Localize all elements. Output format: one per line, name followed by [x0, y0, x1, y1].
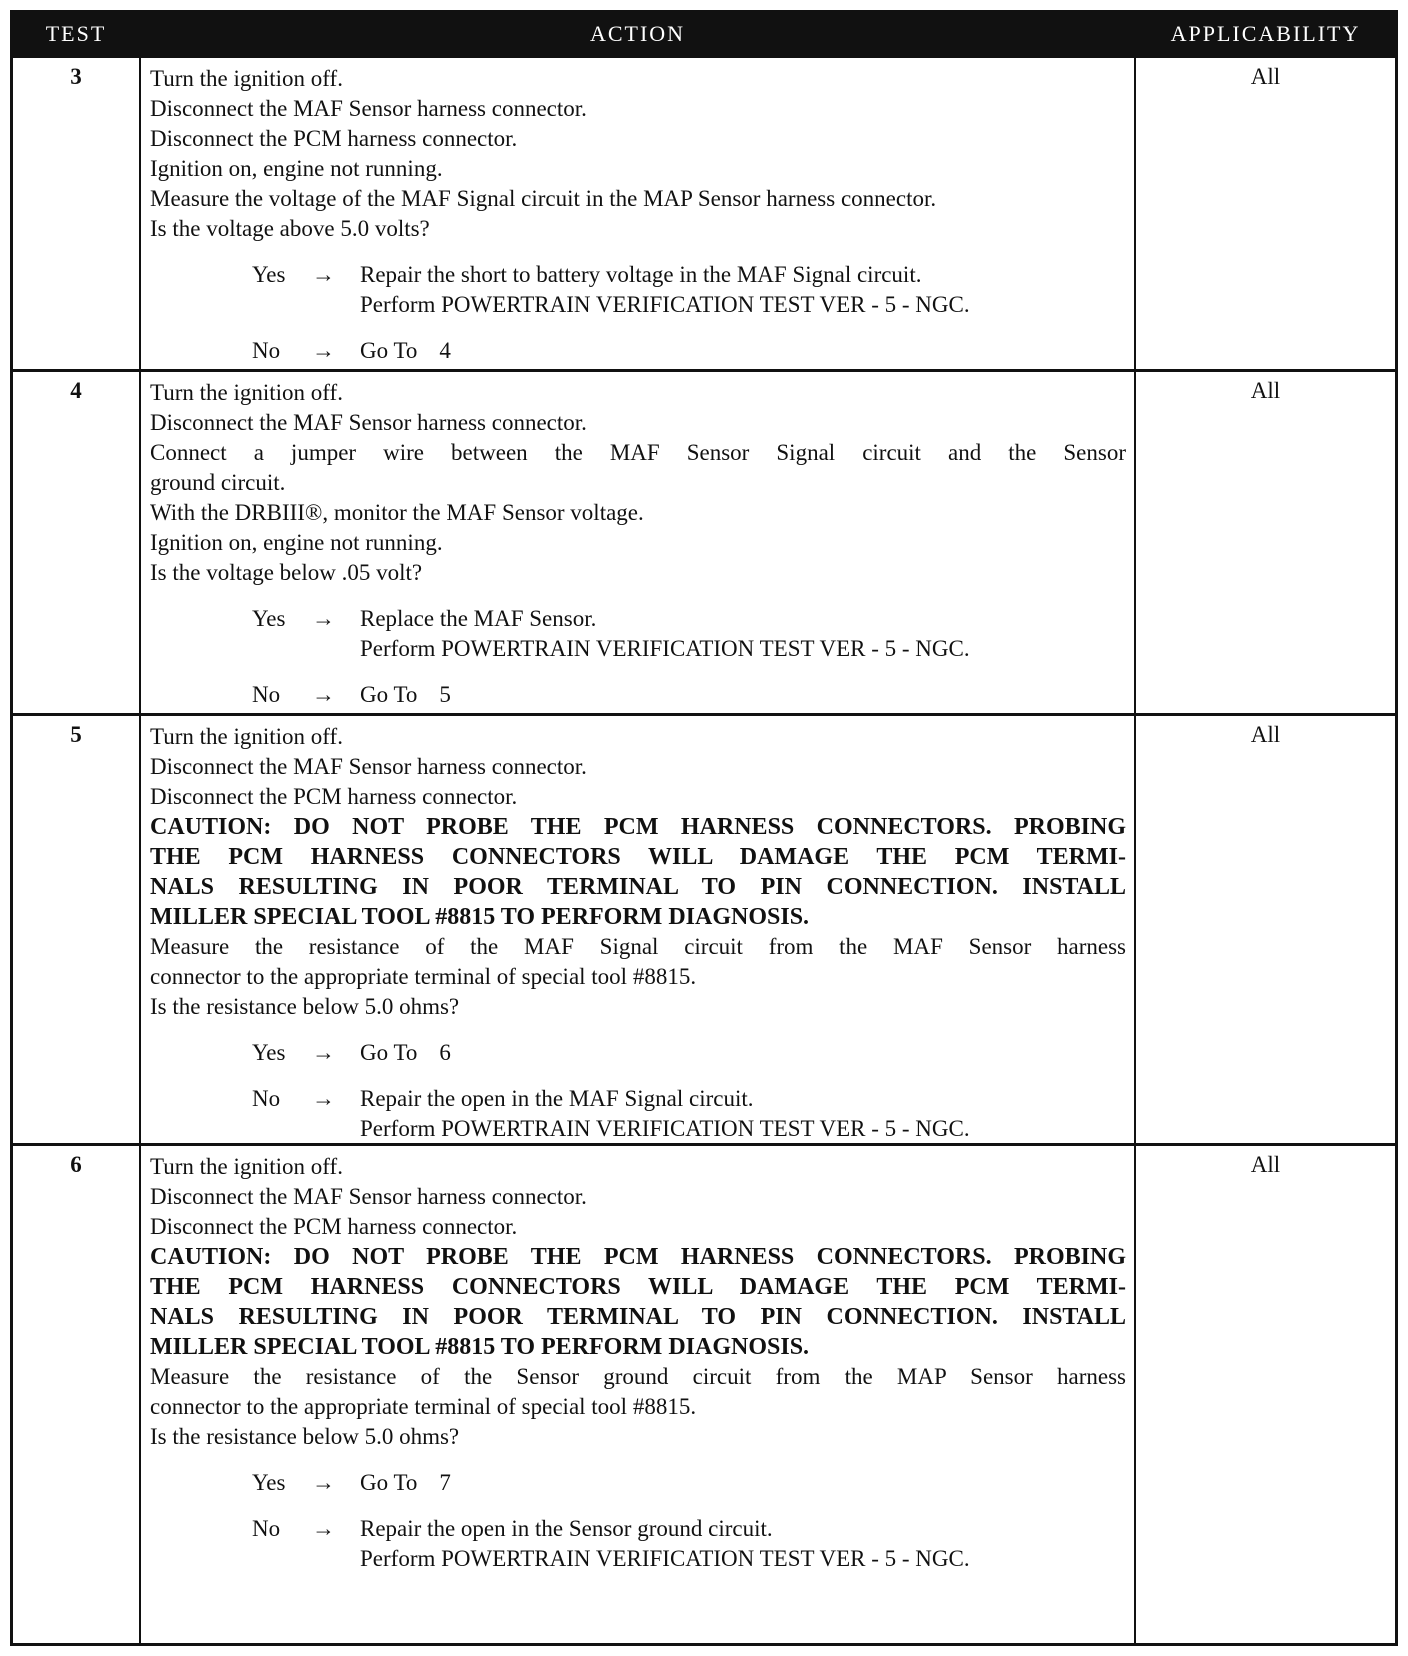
yes-text: Repair the short to battery voltage in the MAF Signal circuit.	[360, 262, 922, 287]
yes-label: Yes	[252, 262, 286, 287]
goto-link[interactable]	[360, 336, 451, 366]
action-cell	[139, 372, 1136, 713]
action-cell	[139, 716, 1136, 1143]
caution-line: MILLER SPECIAL TOOL #8815 TO PERFORM DIAGNOSIS.	[150, 904, 810, 930]
test-number: 4	[70, 378, 82, 403]
no-label: No	[252, 338, 281, 363]
no-label: No	[252, 1086, 281, 1111]
action-cell	[139, 1146, 1136, 1643]
goto-number: 6	[439, 1040, 451, 1065]
applicability-value: All	[1250, 1152, 1281, 1177]
yes-branch	[150, 604, 1126, 664]
action-line: Turn the ignition off.	[150, 1154, 343, 1179]
table-header	[13, 13, 1395, 55]
test-number: 3	[70, 64, 82, 89]
header-test: TEST	[45, 21, 107, 46]
no-label: No	[252, 1516, 281, 1541]
action-line: Disconnect the MAF Sensor harness connector.	[150, 410, 587, 435]
goto-label: Go To	[360, 338, 418, 363]
caution-line: NALS RESULTING IN POOR TERMINAL TO PIN CONNECTION. INSTALL	[150, 874, 1126, 900]
goto-label: Go To	[360, 1470, 418, 1495]
goto-link[interactable]	[360, 1468, 451, 1498]
action-line: connector to the appropriate terminal of special tool #8815.	[150, 1394, 697, 1419]
caution-block	[150, 1242, 1126, 1362]
applicability-value: All	[1250, 378, 1281, 403]
table-row-test-3	[13, 55, 1395, 369]
no-text: Repair the open in the MAF Signal circuit.	[360, 1086, 754, 1111]
yes-text: Replace the MAF Sensor.	[360, 606, 597, 631]
caution-line: THE PCM HARNESS CONNECTORS WILL DAMAGE THE PCM TERMI-	[150, 1274, 1126, 1300]
caution-line: THE PCM HARNESS CONNECTORS WILL DAMAGE THE PCM TERMI-	[150, 844, 1126, 870]
arrow-icon: →	[312, 1470, 335, 1495]
no-text: Perform POWERTRAIN VERIFICATION TEST VER - 5 - NGC.	[360, 1116, 970, 1141]
arrow-icon: →	[312, 262, 335, 287]
yes-label: Yes	[252, 1040, 286, 1065]
yes-branch	[150, 260, 1126, 320]
action-line: Connect a jumper wire between the MAF Sensor Signal circuit and the Sensor	[150, 440, 1126, 465]
table-row-test-5	[13, 713, 1395, 1143]
table-row-test-6	[13, 1143, 1395, 1643]
action-line: Measure the resistance of the MAF Signal circuit from the MAF Sensor harness	[150, 934, 1126, 959]
action-line: Turn the ignition off.	[150, 724, 343, 749]
goto-label: Go To	[360, 1040, 418, 1065]
arrow-icon: →	[312, 682, 335, 707]
goto-number: 7	[439, 1470, 451, 1495]
action-line: ground circuit.	[150, 470, 286, 495]
action-line: Disconnect the MAF Sensor harness connector.	[150, 754, 587, 779]
action-line: Turn the ignition off.	[150, 66, 343, 91]
yes-label: Yes	[252, 606, 286, 631]
action-line: Disconnect the MAF Sensor harness connector.	[150, 96, 587, 121]
no-branch	[150, 1084, 1126, 1144]
applicability-value: All	[1250, 64, 1281, 89]
action-line: Disconnect the PCM harness connector.	[150, 126, 518, 151]
table-row-test-4	[13, 369, 1395, 713]
test-number: 6	[70, 1152, 82, 1177]
applicability-value: All	[1250, 722, 1281, 747]
no-label: No	[252, 682, 281, 707]
header-action: ACTION	[589, 21, 686, 46]
header-applicability: APPLICABILITY	[1170, 21, 1361, 46]
action-line: Is the resistance below 5.0 ohms?	[150, 1424, 460, 1449]
action-cell	[139, 58, 1136, 369]
goto-number: 5	[439, 682, 451, 707]
caution-line: CAUTION: DO NOT PROBE THE PCM HARNESS CONNECTORS. PROBING	[150, 814, 1126, 840]
goto-number: 4	[439, 338, 451, 363]
action-line: Disconnect the MAF Sensor harness connector.	[150, 1184, 587, 1209]
action-line: Is the voltage below .05 volt?	[150, 560, 423, 585]
no-text: Repair the open in the Sensor ground circuit.	[360, 1516, 773, 1541]
action-line: Is the resistance below 5.0 ohms?	[150, 994, 460, 1019]
caution-line: MILLER SPECIAL TOOL #8815 TO PERFORM DIAGNOSIS.	[150, 1334, 810, 1360]
goto-link[interactable]	[360, 1038, 451, 1068]
no-branch	[150, 680, 1126, 710]
diagnostic-table	[10, 10, 1398, 1646]
action-line: Ignition on, engine not running.	[150, 530, 443, 555]
caution-line: NALS RESULTING IN POOR TERMINAL TO PIN CONNECTION. INSTALL	[150, 1304, 1126, 1330]
action-line: Measure the voltage of the MAF Signal circuit in the MAP Sensor harness connector.	[150, 186, 937, 211]
no-branch	[150, 1514, 1126, 1574]
yes-branch	[150, 1038, 1126, 1068]
no-branch	[150, 336, 1126, 366]
yes-text: Perform POWERTRAIN VERIFICATION TEST VER - 5 - NGC.	[360, 292, 970, 317]
arrow-icon: →	[312, 606, 335, 631]
caution-line: CAUTION: DO NOT PROBE THE PCM HARNESS CONNECTORS. PROBING	[150, 1244, 1126, 1270]
no-text: Perform POWERTRAIN VERIFICATION TEST VER - 5 - NGC.	[360, 1546, 970, 1571]
action-line: Disconnect the PCM harness connector.	[150, 1214, 518, 1239]
arrow-icon: →	[312, 338, 335, 363]
action-line: Disconnect the PCM harness connector.	[150, 784, 518, 809]
arrow-icon: →	[312, 1086, 335, 1111]
goto-label: Go To	[360, 682, 418, 707]
action-line: Turn the ignition off.	[150, 380, 343, 405]
action-line: connector to the appropriate terminal of special tool #8815.	[150, 964, 697, 989]
action-line: Measure the resistance of the Sensor ground circuit from the MAP Sensor harness	[150, 1364, 1126, 1389]
arrow-icon: →	[312, 1516, 335, 1541]
action-line: Is the voltage above 5.0 volts?	[150, 216, 430, 241]
goto-link[interactable]	[360, 680, 451, 710]
yes-label: Yes	[252, 1470, 286, 1495]
arrow-icon: →	[312, 1040, 335, 1065]
yes-branch	[150, 1468, 1126, 1498]
caution-block	[150, 812, 1126, 932]
test-number: 5	[70, 722, 82, 747]
yes-text: Perform POWERTRAIN VERIFICATION TEST VER - 5 - NGC.	[360, 636, 970, 661]
action-line: With the DRBIII®, monitor the MAF Sensor voltage.	[150, 500, 644, 525]
action-line: Ignition on, engine not running.	[150, 156, 443, 181]
